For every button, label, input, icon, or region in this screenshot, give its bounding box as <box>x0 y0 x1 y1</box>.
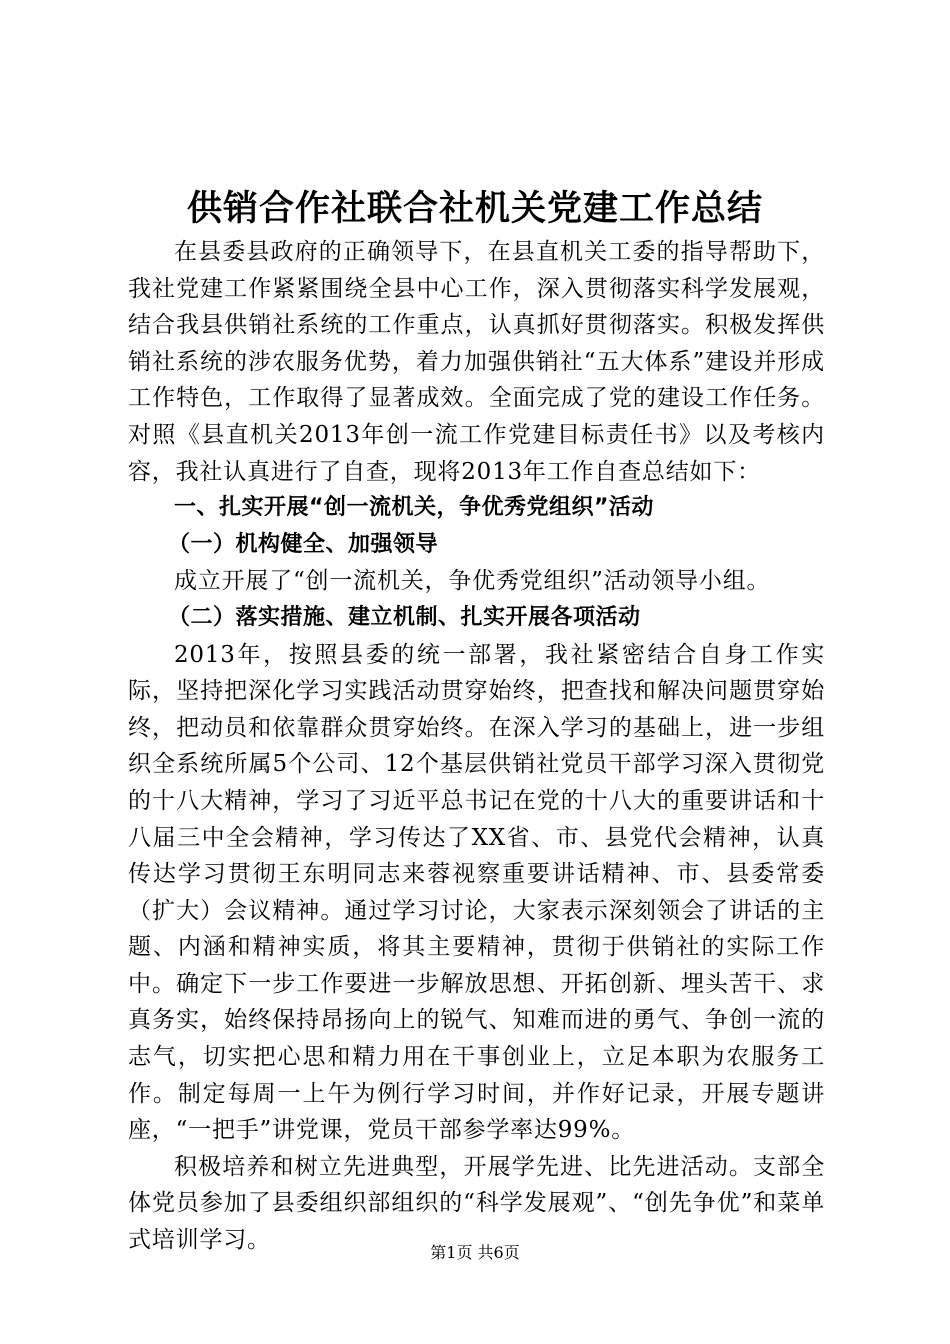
subsection-heading-1: （一）机构健全、加强领导 <box>168 531 439 557</box>
subsection-heading-2: （二）落实措施、建立机制、扎实开展各项活动 <box>168 604 641 630</box>
body-paragraph-leadership: 成立开展了“创一流机关，争优秀党组织”活动领导小组。 <box>174 568 771 595</box>
document-title: 供销合作社联合社机关党建工作总结 <box>186 189 763 229</box>
body-paragraph-models: 积极培养和树立先进典型，开展学先进、比先进活动。支部全体党员参加了县委组织部组织的“科学发展观”、“创先争优”和菜单式培训学习。 <box>128 1153 825 1254</box>
section-heading-1: 一、扎实开展“创一流机关，争优秀党组织”活动 <box>174 495 654 521</box>
body-paragraph-study: 2013年，按照县委的统一部署，我社紧密结合自身工作实际，坚持把深化学习实践活动贯穿始终，把查找和解决问题贯穿始终，把动员和依靠群众贯穿始终。在深入学习的基础上，进一步组织全系统所属5个公司、12个基层供销社党员干部学习深入贯彻党的十八大精神，学习了习近平总书记在党的十八大的重要讲话和十八届三中全会精神，学习传达了XX省、市、县党代会精神，认真传达学习贯彻王东明同志来蓉视察重要讲话精神、市、县委常委（扩大）会议精神。通过学习讨论，大家表示深刻领会了讲话的主题、内涵和精神实质，将其主要精神，贯彻于供销社的实际工作中。确定下一步工作要进一步解放思想、开拓创新、埋头苦干、求真务实，始终保持昂扬向上的锐气、知难而进的勇气、争创一流的志气，切实把心思和精力用在干事创业上，立足本职为农服务工作。制定每周一上午为例行学习时间，并作好记录，开展专题讲座，“一把手”讲党课，党员干部参学率达99%。 <box>128 641 825 1144</box>
page-number-footer: 第1页 共6页 <box>430 1243 520 1262</box>
intro-paragraph: 在县委县政府的正确领导下，在县直机关工委的指导帮助下，我社党建工作紧紧围绕全县中心工作，深入贯彻落实科学发展观，结合我县供销社系统的工作重点，认真抓好贯彻落实。积极发挥供销社系统的涉农服务优势，着力加强供销社“五大体系”建设并形成工作特色，工作取得了显著成效。全面完成了党的建设工作任务。对照《县直机关2013年创一流工作党建目标责任书》以及考核内容，我社认真进行了自查，现将2013年工作自查总结如下： <box>128 239 825 485</box>
document-body <box>128 234 825 1259</box>
